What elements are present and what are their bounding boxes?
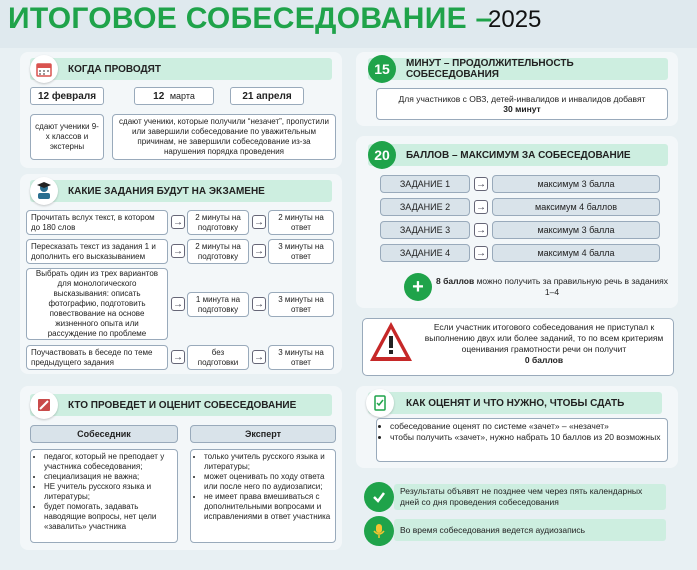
arrow-right-icon: → [476,248,486,259]
pass-list [376,418,668,462]
list-item: • педагог, который не преподает у участника собеседования; [44,452,173,472]
task-4-prep: без подготовки [187,345,249,370]
arrow-right-icon: → [254,352,264,363]
who-header: КТО ПРОВЕДЕТ И ОЦЕНИТ СОБЕСЕДОВАНИЕ [30,394,332,416]
date-march-day: 12 [153,90,165,102]
document-check-icon [366,389,394,417]
tasks-header: КАКИЕ ЗАДАНИЯ БУДУТ НА ЭКЗАМЕНЕ [30,180,332,202]
arrow-right-icon: → [476,202,486,213]
interlocutor-list [30,449,178,543]
list-item: • может оценивать по ходу ответа или после него по аудиозаписи; [204,472,331,492]
arrow-right-icon: → [254,299,264,310]
calendar-icon [30,55,58,83]
arrow-right-icon: → [254,246,264,257]
task-2-prep: 2 минуты на подготовку [187,239,249,264]
score-max-4: максимум 4 балла [492,244,660,262]
when-note-regular: сдают ученики 9-х классов и экстерны [30,114,104,160]
duration-note [376,88,668,120]
task-2-text: Пересказать текст из задания 1 и дополнить его высказыванием [26,239,168,264]
duration-bold: 30 минут [503,104,541,114]
score-task-4: ЗАДАНИЕ 4 [380,244,470,262]
bonus-note [436,276,668,298]
warning-text: Если участник итогового собеседования не приступал к выполнению двух или более заданий, то по всем критериям оценивания грамотности речи он получит [424,322,664,354]
arrow-right-icon: → [173,352,183,363]
score-task-3: ЗАДАНИЕ 3 [380,221,470,239]
bonus-text: можно получить за правильную речь в заданиях 1–4 [476,276,668,297]
duration-text: Для участников с ОВЗ, детей-инвалидов и инвалидов добавят [398,94,646,104]
score-max-3: максимум 3 балла [492,221,660,239]
audio-note: Во время собеседования ведется аудиозапись [394,519,666,541]
check-icon [364,482,394,512]
student-icon [30,177,58,205]
arrow-right-icon: → [476,179,486,190]
list-item: • только учитель русского языка и литературы; [204,452,331,472]
list-item: • не имеет права вмешиваться с дополнительными вопросами и исправлениями в ответ участника [204,492,331,522]
warning-icon [368,320,414,364]
list-item: • НЕ учитель русского языка и литературы; [44,482,173,502]
task-1-prep: 2 минуты на подготовку [187,210,249,235]
page-year: 2025 [488,6,542,33]
when-note-retake: сдают ученики, которые получили “незачет”, пропустили или завершили собеседование по уважительным причинам, не завершили собеседование из-за нарушения порядка проведения [112,114,336,160]
date-april: 21 апреля [230,87,304,105]
list-item: • будет помогать, задавать наводящие вопросы, нет цели «завалить» участника [44,502,173,532]
task-4-answer: 3 минуты на ответ [268,345,334,370]
plus-icon: + [404,273,432,301]
page-title: ИТОГОВОЕ СОБЕСЕДОВАНИЕ – [8,2,493,35]
date-march-month: марта [169,91,195,101]
microphone-icon [364,516,394,546]
arrow-right-icon: → [254,217,264,228]
duration-number: 15 [368,55,396,83]
score-max-2: максимум 4 баллов [492,198,660,216]
score-task-2: ЗАДАНИЕ 2 [380,198,470,216]
results-note: Результаты объявят не позднее чем через пять календарных дней со дня проведения собеседования [394,484,666,510]
task-2-answer: 3 минуты на ответ [268,239,334,264]
arrow-right-icon: → [476,225,486,236]
score-task-1: ЗАДАНИЕ 1 [380,175,470,193]
task-1-text: Прочитать вслух текст, в котором до 180 слов [26,210,168,235]
task-3-prep: 1 минута на подготовку [187,292,249,317]
task-3-answer: 3 минуты на ответ [268,292,334,317]
date-february: 12 февраля [30,87,104,105]
score-header: БАЛЛОВ – МАКСИМУМ ЗА СОБЕСЕДОВАНИЕ [368,144,668,166]
expert-list [190,449,336,543]
task-4-text: Поучаствовать в беседе по теме предыдущего задания [26,345,168,370]
arrow-right-icon: → [173,299,183,310]
task-3-text: Выбрать один из трех вариантов для монологического высказывания: описать фотографию, подготовить повествование на основе жизненного опыта или рассуждение по проблеме [26,268,168,340]
when-header: КОГДА ПРОВОДЯТ [30,58,332,80]
bonus-bold: 8 баллов [436,276,475,286]
duration-header: МИНУТ – ПРОДОЛЖИТЕЛЬНОСТЬ СОБЕСЕДОВАНИЯ [368,58,668,80]
date-march [134,87,214,105]
list-item: • чтобы получить «зачет», нужно набрать 10 баллов из 20 возможных [390,432,663,443]
warning-note [418,322,670,366]
arrow-right-icon: → [173,217,183,228]
warning-bold: 0 баллов [524,355,564,365]
list-item: • собеседование оценят по системе «зачет» – «незачет» [390,421,663,432]
expert-title: Эксперт [190,425,336,443]
score-max-1: максимум 3 балла [492,175,660,193]
pass-header: КАК ОЦЕНЯТ И ЧТО НУЖНО, ЧТОБЫ СДАТЬ [368,392,662,414]
pencil-icon [30,391,58,419]
list-item: • специализация не важна; [44,472,173,482]
arrow-right-icon: → [173,246,183,257]
score-number: 20 [368,141,396,169]
task-1-answer: 2 минуты на ответ [268,210,334,235]
interlocutor-title: Собеседник [30,425,178,443]
